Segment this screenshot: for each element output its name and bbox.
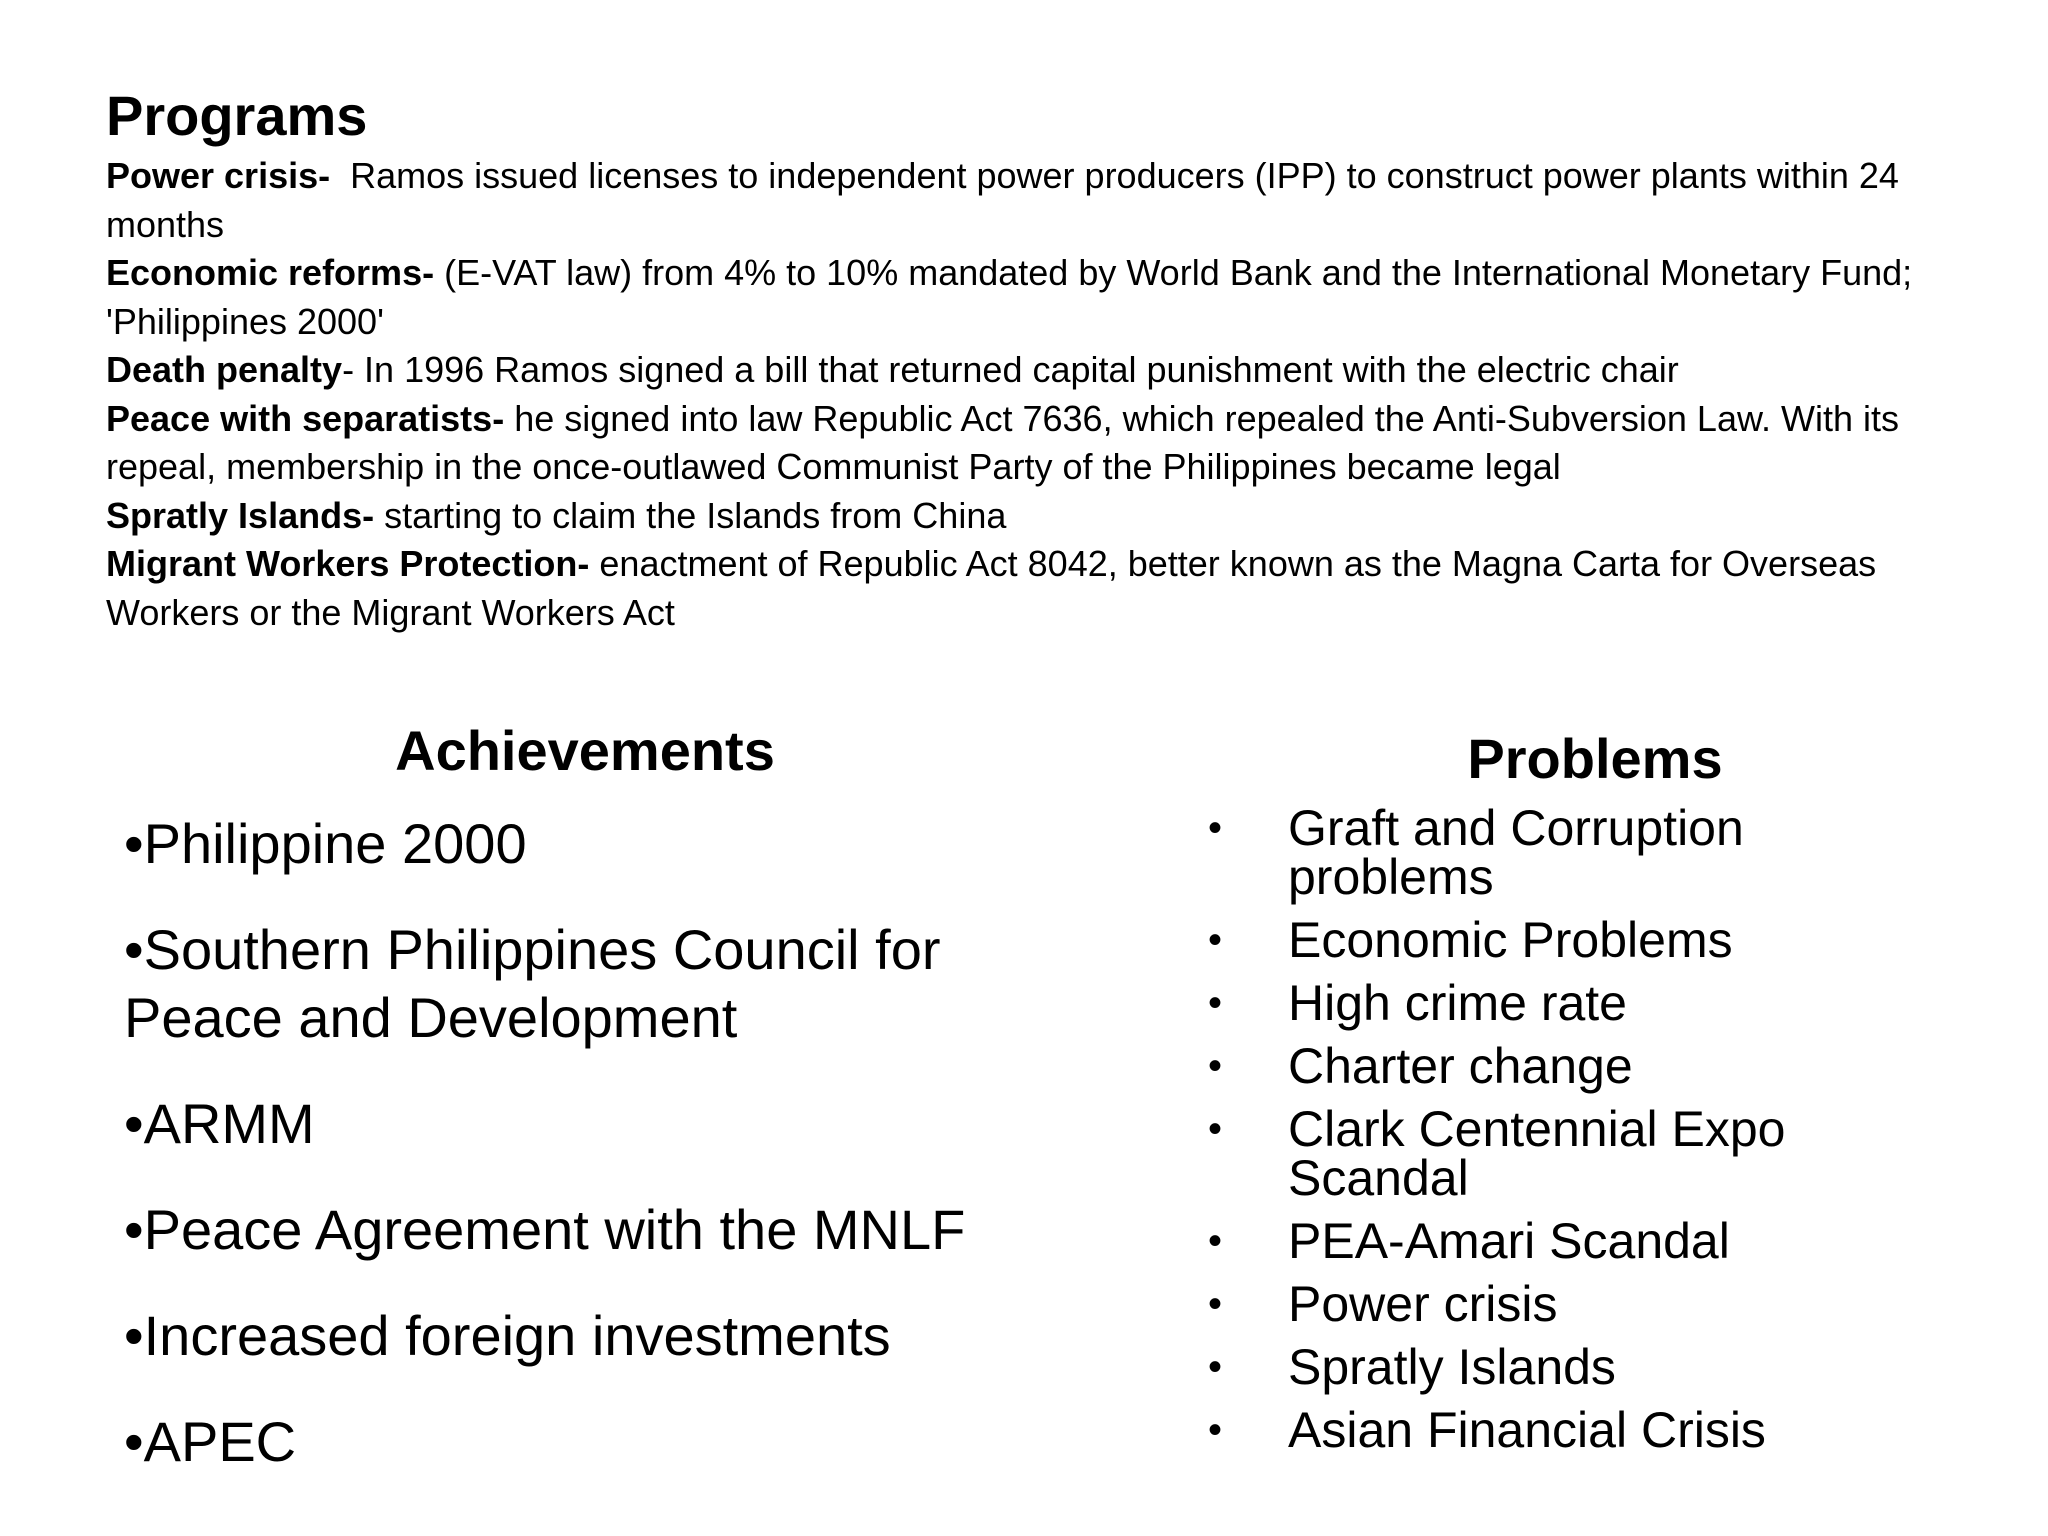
problem-text: Asian Financial Crisis (1288, 1402, 1766, 1458)
program-term: Economic reforms- (106, 252, 435, 293)
bullet-icon: • (124, 918, 144, 981)
bullet-icon: • (1208, 1107, 1223, 1151)
problem-text: PEA-Amari Scandal (1288, 1213, 1730, 1269)
program-text: Ramos issued licenses to independent power producers (IPP) to construct power plants within 24 months (106, 155, 1909, 245)
program-entry-migrant-workers-protection (106, 540, 2006, 637)
bullet-icon: • (1208, 1345, 1223, 1389)
achievement-text: Southern Philippines Council for Peace and Development (124, 918, 941, 1049)
achievement-text: Philippine 2000 (143, 812, 527, 875)
achievements-title: Achievements (395, 719, 775, 782)
bullet-icon: • (124, 1304, 144, 1367)
bullet-icon: • (1208, 918, 1223, 962)
program-entry-death-penalty (106, 346, 2006, 395)
list-item (1190, 912, 1950, 968)
program-entry-peace-with-separatists (106, 395, 2006, 492)
bullet-icon: • (1208, 1282, 1223, 1326)
achievement-text: Peace Agreement with the MNLF (143, 1198, 966, 1261)
problem-text: Clark Centennial Expo Scandal (1288, 1101, 1786, 1206)
problems-title: Problems (1467, 727, 1723, 790)
program-entry-spratly-islands (106, 492, 2006, 541)
programs-title: Programs (106, 84, 368, 147)
list-item (1190, 1038, 1950, 1094)
achievements-section (110, 716, 1070, 1514)
bullet-icon: • (1208, 806, 1223, 850)
program-entry-economic-reforms (106, 249, 2006, 346)
achievement-text: ARMM (143, 1092, 315, 1155)
program-text: (E-VAT law) from 4% to 10% mandated by World Bank and the International Monetary Fund; 'Philippines 2000' (106, 252, 1923, 342)
list-item (124, 1196, 1084, 1264)
list-item (1190, 1213, 1950, 1269)
problem-text: Graft and Corruption problems (1288, 800, 1744, 905)
list-item (1190, 975, 1950, 1031)
achievements-list (110, 810, 1070, 1476)
program-term: Power crisis- (106, 155, 331, 196)
problem-text: Charter change (1288, 1038, 1633, 1094)
program-entry-power-crisis (106, 152, 2006, 249)
program-text: enactment of Republic Act 8042, better known as the Magna Carta for Overseas Workers or the Migrant Workers Act (106, 543, 1887, 633)
bullet-icon: • (124, 1092, 144, 1155)
program-text: he signed into law Republic Act 7636, which repealed the Anti-Subversion Law. With its repeal, membership in the once-outlawed Communist Party of the Philippines became legal (106, 397, 1910, 487)
bullet-icon: • (124, 1198, 144, 1261)
bullet-icon: • (1208, 1044, 1223, 1088)
list-item (124, 916, 1084, 1052)
achievement-text: Increased foreign investments (143, 1304, 891, 1367)
bullet-icon: • (1208, 981, 1223, 1025)
bullet-icon: • (1208, 1408, 1223, 1452)
list-item (1190, 1402, 1950, 1458)
program-term: Migrant Workers Protection- (106, 543, 590, 584)
problem-text: High crime rate (1288, 975, 1627, 1031)
problems-section (1190, 724, 1950, 1469)
achievement-text: APEC (143, 1410, 297, 1473)
program-text: - In 1996 Ramos signed a bill that returned capital punishment with the electric chair (342, 349, 1679, 390)
program-term: Peace with separatists- (106, 397, 505, 439)
program-term: Spratly Islands- (106, 494, 375, 536)
list-item (124, 1302, 1084, 1370)
problems-list (1190, 800, 1950, 1458)
program-term: Death penalty (106, 349, 343, 390)
list-item (1190, 1101, 1950, 1206)
list-item (124, 1408, 1084, 1476)
list-item (1190, 1339, 1950, 1395)
problem-text: Power crisis (1288, 1276, 1558, 1332)
problem-text: Spratly Islands (1288, 1339, 1616, 1395)
problem-text: Economic Problems (1288, 912, 1733, 968)
bullet-icon: • (124, 1410, 144, 1473)
bullet-icon: • (124, 812, 144, 875)
programs-section (106, 82, 2006, 637)
list-item (1190, 1276, 1950, 1332)
program-text: starting to claim the Islands from China (374, 494, 1007, 536)
list-item (124, 810, 1084, 878)
list-item (124, 1090, 1084, 1158)
bullet-icon: • (1208, 1219, 1223, 1263)
list-item (1190, 800, 1950, 905)
